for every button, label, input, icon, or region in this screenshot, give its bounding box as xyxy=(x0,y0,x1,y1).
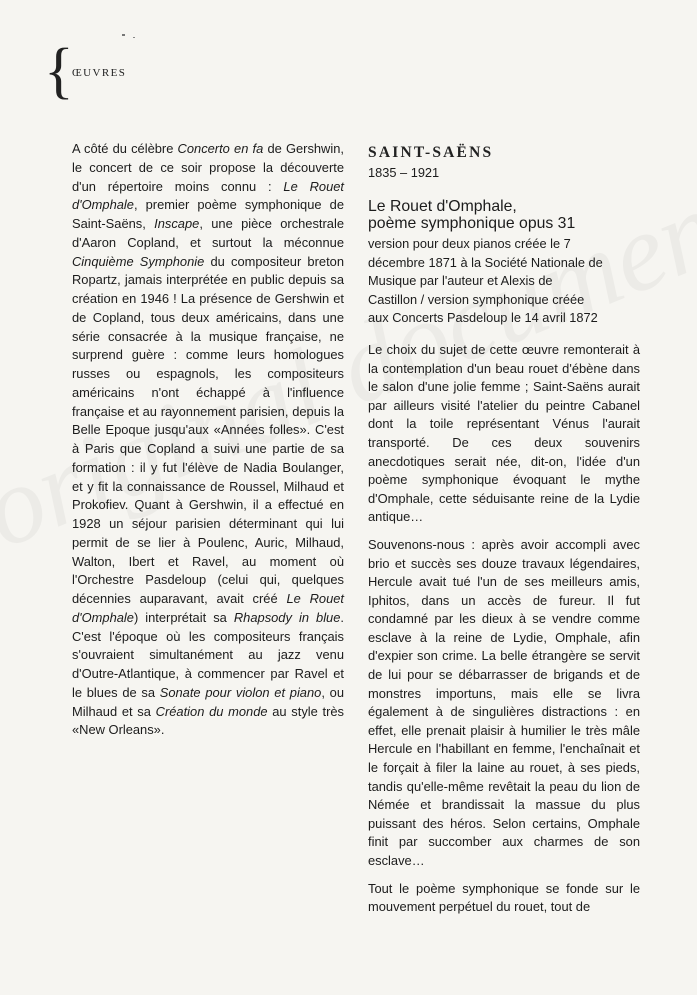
section-title: ŒUVRES xyxy=(72,67,127,79)
scan-speck xyxy=(133,37,135,38)
premiere-info-line: version pour deux pianos créée le 7 xyxy=(368,236,571,251)
premiere-info-line: Musique par l'auteur et Alexis de xyxy=(368,273,553,289)
composer-name: SAINT-SAËNS xyxy=(368,144,494,161)
work-description xyxy=(368,341,640,917)
scan-speck xyxy=(122,34,125,36)
premiere-info-line: Castillon / version symphonique créée xyxy=(368,291,585,307)
description-paragraph: Souvenons-nous : après avoir accompli avec brio et succès ses douze travaux légendaires, Hercule avait tué l'un de ses meilleurs amis, Iphitos, dans un accès de fureur. Il fut condamné par les dieux à se vendre comme esclave à la reine de Lydie, Omphale, afin d'expier son crime. La belle étrangère se servit de lui pour se débarrasser de brigands et de monstres importuns, mais elle se livra également à de singulières distractions : en effet, elle prenait plaisir à humilier le très mâle Hercule en l'habillant en femme, l'enchaînait et le forçait à filer la laine au rouet, à ses pieds, tandis qu'elle-même revêtait la peau du lion de Némée et brandissait la massue du plus puissant des héros. Selon certains, Omphale finit par succomber aux charmes de son esclave… xyxy=(368,536,640,868)
work-column xyxy=(368,144,640,926)
intro-paragraph: A côté du célèbre Concerto en fa de Gershwin, le concert de ce soir propose la découverte d'un répertoire moins connu : Le Rouet d'Omphale, premier poème symphonique de Saint-Saëns, Inscape, une pièce orchestrale d'Aaron Copland, et surtout la méconnue Cinquième Symphonie du compositeur breton Ropartz, jamais interprétée en public depuis sa création en 1946 ! La présence de Gershwin et de Copland, tous deux américains, dans une série consacrée à la musique française, ne surprend guère : comme leurs homologues russes ou espagnols, les compositeurs américains n'ont échappé à l'influence française et au rayonnement parisien, depuis la Belle Epoque jusqu'aux «Années folles». C'est à Paris que Copland a suivi une partie de sa formation : il y fut l'élève de Nadia Boulanger, et y fit la connaissance de Roussel, Milhaud et Prokofiev. Quant à Gershwin, il a effectué en 1928 un séjour parisien déterminant qui lui permit de se lier à Poulenc, Auric, Milhaud, Walton, Ibert et Ravel, au moment où l'Orchestre Pasdeloup (celui qui, quelques décennies auparavant, avait créé Le Rouet d'Omphale) interprétait sa Rhapsody in blue. C'est l'époque où les compositeurs français s'ouvraient simultanément au jazz venu d'Outre-Atlantique, à commencer par Ravel et le blues de sa Sonate pour violon et piano, ou Milhaud et sa Création du monde au style très «New Orleans». xyxy=(72,141,345,738)
description-paragraph: Tout le poème symphonique se fonde sur le mouvement perpétuel du rouet, tout de xyxy=(368,880,640,915)
brace-ornament-icon: { xyxy=(44,37,74,105)
work-title-line: Le Rouet d'Omphale, xyxy=(368,198,517,215)
intro-column xyxy=(72,140,344,740)
premiere-info-line: décembre 1871 à la Société Nationale de xyxy=(368,254,603,270)
composer-dates: 1835 – 1921 xyxy=(368,165,440,180)
premiere-info-line: aux Concerts Pasdeloup le 14 avril 1872 xyxy=(368,310,598,326)
work-title xyxy=(368,198,640,232)
work-premiere-info xyxy=(368,235,640,328)
description-paragraph: Le choix du sujet de cette œuvre remonterait à la contemplation d'un beau rouet d'ébène dans le salon d'une jolie femme ; Saint-Saëns aurait par ailleurs visité l'atelier du peintre Cabanel dont la toile représentant Vénus l'aurait transporté. De ces deux souvenirs anecdotiques serait née, dit-on, l'idée d'un poème symphonique évoquant le mythe d'Omphale, cette séduisante reine de la Lydie antique… xyxy=(368,341,640,525)
work-title-line: poème symphonique opus 31 xyxy=(368,215,576,232)
